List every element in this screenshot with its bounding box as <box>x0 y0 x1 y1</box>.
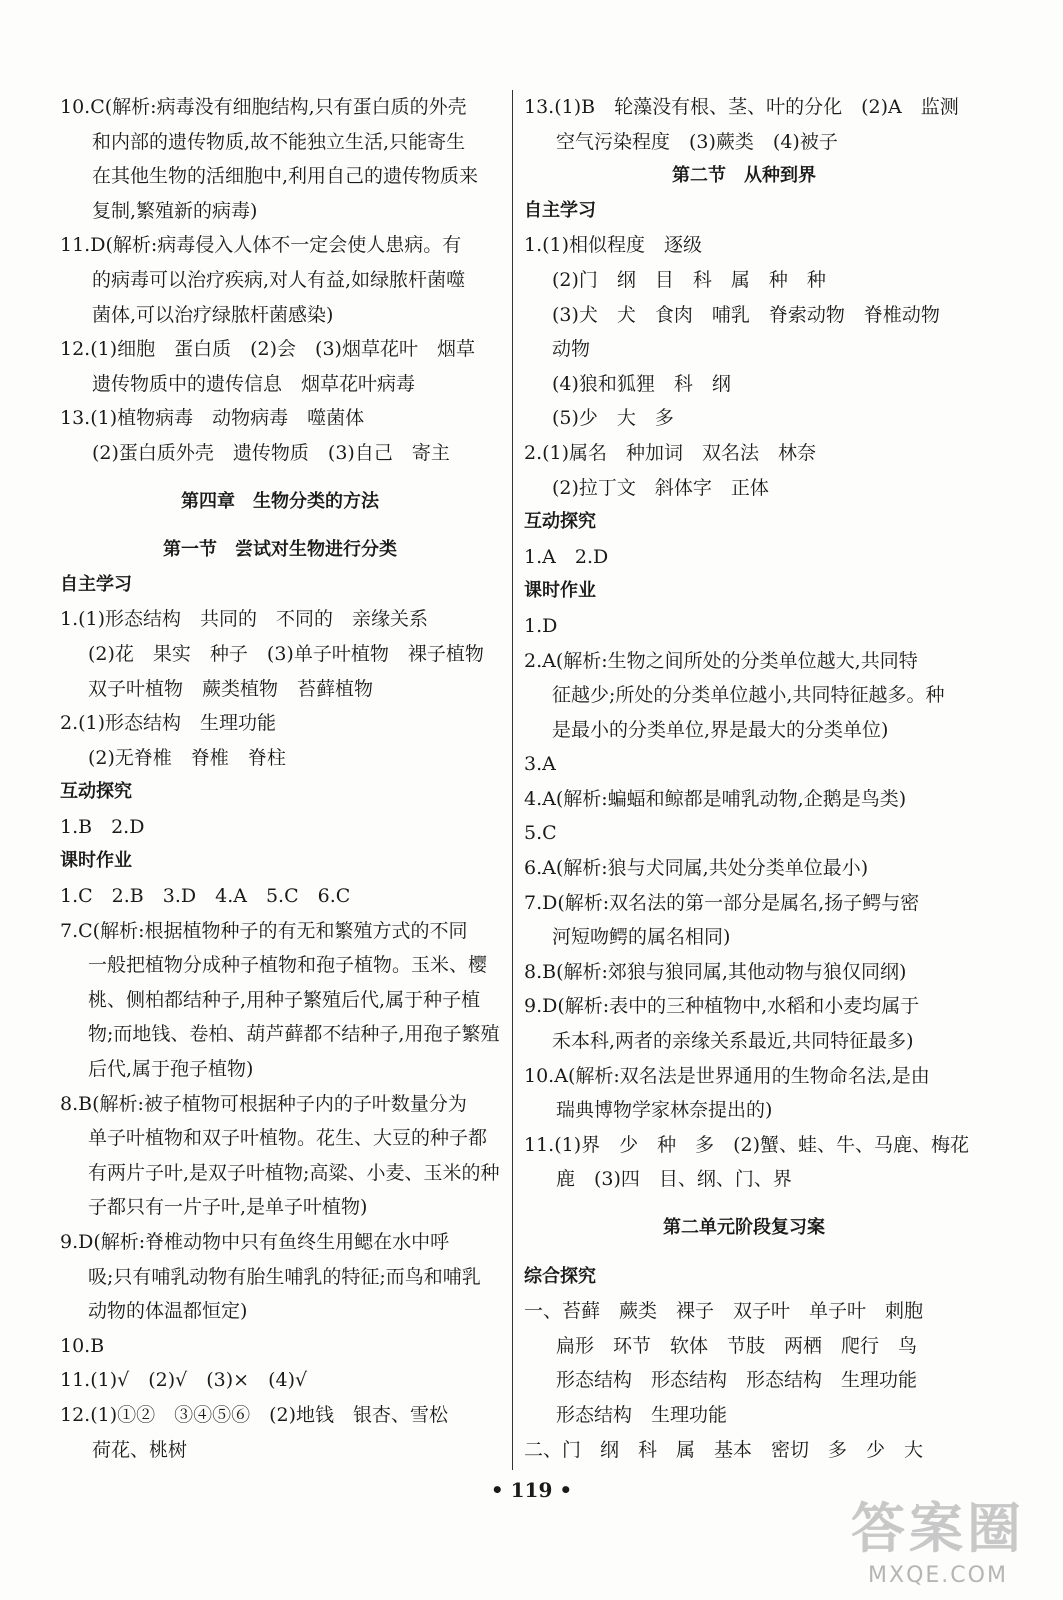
spacer <box>524 1246 964 1260</box>
answer-line: 1.A 2.D <box>524 545 609 568</box>
spacer <box>60 519 500 533</box>
answer-line: 菌体,可以治疗绿脓杆菌感染) <box>92 303 334 326</box>
subsection-heading: 课时作业 <box>524 580 596 602</box>
answer-line: 一般把植物分成种子植物和孢子植物。玉米、樱 <box>88 954 488 977</box>
answer-line: 9.D(解析:脊椎动物中只有鱼终生用鳃在水中呼 <box>60 1231 450 1253</box>
section-title: 第二单元阶段复习案 <box>663 1217 825 1238</box>
answer-line: 动物的体温都恒定) <box>88 1300 248 1323</box>
answer-line: 物;而地钱、卷柏、葫芦藓都不结种子,用孢子繁殖 <box>88 1023 500 1046</box>
subsection-heading: 互动探究 <box>60 781 132 803</box>
answer-line: 10.A(解析:双名法是世界通用的生物命名法,是由 <box>524 1064 930 1087</box>
answer-line: 单子叶植物和双子叶植物。花生、大豆的种子都 <box>88 1127 488 1150</box>
answer-line: 13.(1)植物病毒 动物病毒 噬菌体 <box>60 407 365 430</box>
subsection-heading: 课时作业 <box>60 850 132 872</box>
section-title: 第一节 尝试对生物进行分类 <box>163 539 397 561</box>
section-title: 第四章 生物分类的方法 <box>181 490 379 512</box>
answer-line: 8.B(解析:郊狼与狼同属,其他动物与狼仅同纲) <box>524 960 907 983</box>
answer-line: 13.(1)B 轮藻没有根、茎、叶的分化 (2)A 监测 <box>524 96 959 118</box>
spacer <box>524 1197 964 1211</box>
answer-line: (2)无脊椎 脊椎 脊柱 <box>88 746 286 769</box>
watermark-logo <box>851 1486 1025 1588</box>
left-column <box>60 90 500 1467</box>
answer-line: 1.B 2.D <box>60 815 145 838</box>
answer-line: 征越少;所处的分类单位越小,共同特征越多。种 <box>552 684 945 707</box>
answer-line: (2)花 果实 种子 (3)单子叶植物 裸子植物 <box>88 642 484 665</box>
answer-line: 1.(1)相似程度 逐级 <box>524 234 703 257</box>
answer-line: 鹿 (3)四 目、纲、门、界 <box>556 1168 792 1191</box>
answer-line: 3.A <box>524 753 556 776</box>
answer-line: 瑞典博物学家林奈提出的) <box>556 1099 773 1122</box>
answer-line: 11.(1)界 少 种 多 (2)蟹、蛙、牛、马鹿、梅花 <box>524 1133 970 1156</box>
watermark-text: 答案圈 <box>851 1497 1025 1560</box>
answer-line: 和内部的遗传物质,故不能独立生活,只能寄生 <box>92 130 466 153</box>
answer-line: 双子叶植物 蕨类植物 苔藓植物 <box>88 677 374 700</box>
answer-line: 7.D(解析:双名法的第一部分是属名,扬子鳄与密 <box>524 891 920 914</box>
answer-line: 动物 <box>552 338 591 361</box>
answer-line: 1.D <box>524 614 558 637</box>
answer-line: 河短吻鳄的属名相同) <box>552 926 731 949</box>
subsection-heading: 互动探究 <box>524 511 596 533</box>
answer-line: 9.D(解析:表中的三种植物中,水稻和小麦均属于 <box>524 995 920 1018</box>
answer-line: 11.(1)√ (2)√ (3)× (4)√ <box>60 1369 308 1392</box>
right-column <box>524 90 970 1467</box>
answer-line: 复制,繁殖新的病毒) <box>92 199 258 222</box>
answer-line: 子都只有一片子叶,是单子叶植物) <box>88 1196 368 1219</box>
answer-line: 7.C(解析:根据植物种子的有无和繁殖方式的不同 <box>60 919 468 942</box>
answer-line: 禾本科,两者的亲缘关系最近,共同特征最多) <box>552 1030 914 1053</box>
answer-line: 吸;只有哺乳动物有胎生哺乳的特征;而鸟和哺乳 <box>88 1265 481 1288</box>
answer-line: 11.D(解析:病毒侵入人体不一定会使人患病。有 <box>60 234 462 257</box>
answer-line: 后代,属于孢子植物) <box>88 1058 254 1081</box>
subsection-heading: 自主学习 <box>524 199 596 221</box>
answer-line: 桃、侧柏都结种子,用种子繁殖后代,属于种子植 <box>88 988 481 1011</box>
answer-line: 二、门 纲 科 属 基本 密切 多 少 大 <box>524 1438 924 1461</box>
answer-line: 5.C <box>524 822 557 845</box>
answer-line: 遗传物质中的遗传信息 烟草花叶病毒 <box>92 372 416 395</box>
answer-line: 是最小的分类单位,界是最大的分类单位) <box>552 718 889 741</box>
answer-line: 的病毒可以治疗疾病,对人有益,如绿脓杆菌噬 <box>92 268 466 291</box>
answer-line: 12.(1)细胞 蛋白质 (2)会 (3)烟草花叶 烟草 <box>60 338 475 361</box>
answer-line: 2.(1)形态结构 生理功能 <box>60 712 277 735</box>
section-title: 第二节 从种到界 <box>672 165 816 187</box>
answer-line: (3)犬 犬 食肉 哺乳 脊索动物 脊椎动物 <box>552 303 940 326</box>
answer-line: 12.(1)①② ③④⑤⑥ (2)地钱 银杏、雪松 <box>60 1403 449 1426</box>
answer-line: 扁形 环节 软体 节肢 两栖 爬行 鸟 <box>556 1334 918 1357</box>
column-divider <box>512 90 513 1470</box>
page-number: • 119 • <box>490 1478 573 1502</box>
answer-line: 1.C 2.B 3.D 4.A 5.C 6.C <box>60 885 351 908</box>
answer-line: (2)门 纲 目 科 属 种 种 <box>552 268 826 291</box>
subsection-heading: 综合探究 <box>524 1265 596 1287</box>
answer-line: 10.B <box>60 1334 105 1357</box>
answer-line: 荷花、桃树 <box>92 1438 188 1461</box>
answer-line: 1.(1)形态结构 共同的 不同的 亲缘关系 <box>60 608 429 631</box>
answer-line: 2.A(解析:生物之间所处的分类单位越大,共同特 <box>524 649 918 672</box>
answer-line: 4.A(解析:蝙蝠和鲸都是哺乳动物,企鹅是鸟类) <box>524 787 907 810</box>
answer-line: 2.(1)属名 种加词 双名法 林奈 <box>524 441 817 464</box>
answer-line: 在其他生物的活细胞中,利用自己的遗传物质来 <box>92 165 479 188</box>
answer-line: (2)拉丁文 斜体字 正体 <box>552 476 769 499</box>
answer-line: 有两片子叶,是双子叶植物;高粱、小麦、玉米的种 <box>88 1161 500 1184</box>
subsection-heading: 自主学习 <box>60 573 132 595</box>
answer-line: 形态结构 生理功能 <box>556 1403 728 1426</box>
watermark-url: MXQE.COM <box>868 1563 1008 1588</box>
answer-line: 10.C(解析:病毒没有细胞结构,只有蛋白质的外壳 <box>60 96 467 118</box>
answer-line: (2)蛋白质外壳 遗传物质 (3)自己 寄主 <box>92 441 450 464</box>
answer-line: (5)少 大 多 <box>552 407 674 430</box>
answer-line: (4)狼和狐狸 科 纲 <box>552 372 731 395</box>
answer-line: 一、苔藓 蕨类 裸子 双子叶 单子叶 刺胞 <box>524 1300 924 1323</box>
answer-line: 8.B(解析:被子植物可根据种子内的子叶数量分为 <box>60 1092 467 1115</box>
spacer <box>60 471 500 485</box>
answer-line: 空气污染程度 (3)蕨类 (4)被子 <box>556 130 838 153</box>
answer-line: 6.A(解析:狼与犬同属,共处分类单位最小) <box>524 857 869 880</box>
answer-line: 形态结构 形态结构 形态结构 生理功能 <box>556 1369 918 1392</box>
